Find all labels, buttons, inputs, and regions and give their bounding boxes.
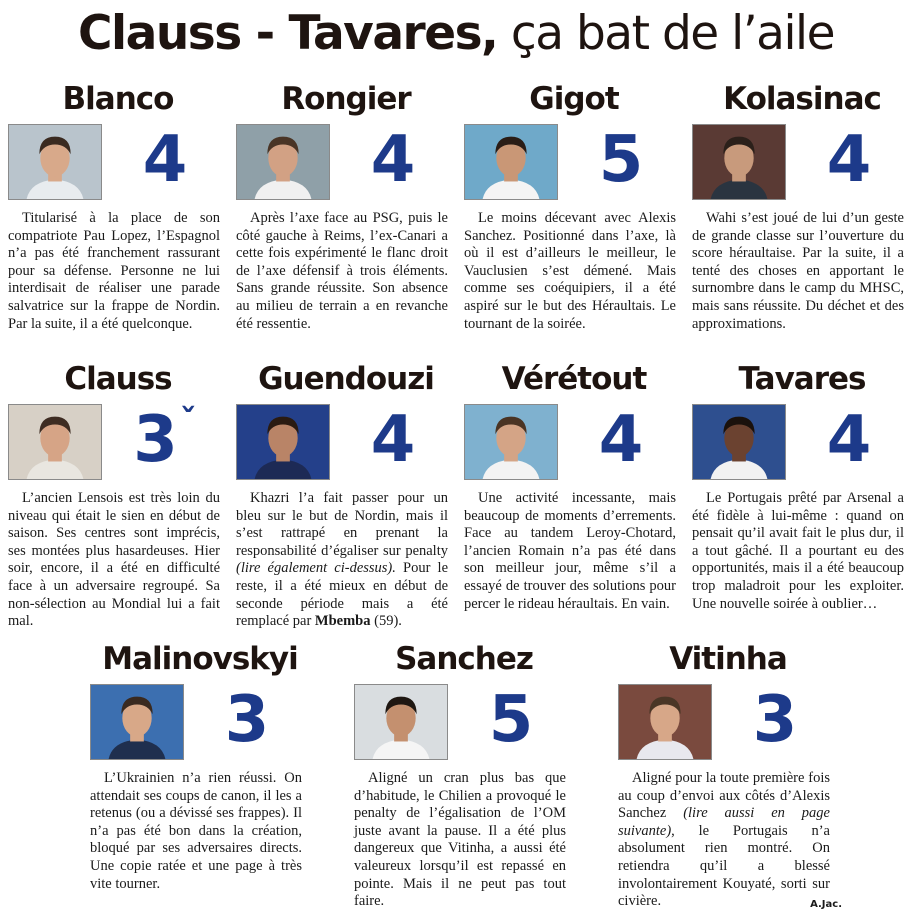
player-review: Une activité incessante, mais beaucoup de moments d’errements. Face au tandem Leroy-Chotard, l’ancien Romain n’a pas été dans son meilleur jour, même s’il a essayé de trouver des solutions pour percer le rideau héraultais. En vain. <box>464 490 676 612</box>
player-review: Aligné pour la toute première fois au coup d’envoi aux côtés d’Alexis Sanchez (lire aussi en page suivante), le Portugais n’a absolument rien montré. On retiendra qu’il a blessé involontairement Kouyaté, sorti sur civière. <box>618 770 830 910</box>
byline: A.Jac. <box>810 899 842 910</box>
player-name: Guendouzi <box>258 361 434 397</box>
player-name: Vitinha <box>669 641 787 677</box>
player-grade <box>212 680 282 760</box>
player-review: Après l’axe face au PSG, puis le côté gauche à Reims, l’ex-Canari a cette fois expérimenté le flanc droit de l’axe défensif à trois éléments. Sans grande réussite. Son absence au milieu de terrain a en revanche été ressentie. <box>236 210 448 332</box>
player-photo <box>8 404 102 480</box>
player-name: Malinovskyi <box>102 641 298 677</box>
player-card <box>8 78 228 348</box>
player-card <box>236 358 456 628</box>
player-name: Blanco <box>62 81 174 117</box>
player-grade <box>476 680 546 760</box>
player-grade <box>586 120 656 200</box>
grade-value: 3 <box>752 683 798 757</box>
player-name: Vérétout <box>501 361 647 397</box>
player-photo <box>236 404 330 480</box>
grade-value: 4 <box>826 123 872 197</box>
grade-value: 4 <box>370 123 416 197</box>
player-name: Clauss <box>64 361 172 397</box>
player-card <box>8 358 228 628</box>
player-photo <box>236 124 330 200</box>
player-name: Rongier <box>281 81 411 117</box>
player-card <box>618 638 838 908</box>
grade-value: 4 <box>598 403 644 477</box>
player-grade <box>358 400 428 480</box>
player-grade <box>358 120 428 200</box>
player-grade <box>814 400 884 480</box>
player-review: Wahi s’est joué de lui d’un geste de grande classe sur l’ouverture du score héraultaise. Par la suite, il a tenté des choses en apportant le surnombre dans le camp du MHSC, mais sans réussite. Du déchet et des approximations. <box>692 210 904 332</box>
grade-value: 4 <box>826 403 872 477</box>
player-review: Titularisé à la place de son compatriote Pau Lopez, l’Espagnol n’a pas été franchement rassurant pour sa défense. Personne ne lui interdisait de réaliser une parade salvatrice sur la frappe de Nordin. Par la suite, il a été quelconque. <box>8 210 220 332</box>
player-photo <box>692 404 786 480</box>
player-photo <box>8 124 102 200</box>
grade-value: 5 <box>598 123 644 197</box>
review-substitute: Mbemba <box>314 613 371 630</box>
player-photo <box>692 124 786 200</box>
grade-value: 3 <box>133 403 178 477</box>
player-photo <box>354 684 448 760</box>
player-name: Tavares <box>738 361 866 397</box>
player-name: Kolasinac <box>723 81 881 117</box>
player-card <box>354 638 574 908</box>
headline <box>0 4 912 64</box>
grade-value: 5 <box>488 683 534 757</box>
headline-light: ça bat de l’aile <box>510 6 834 61</box>
player-grade <box>130 400 200 480</box>
player-grade <box>814 120 884 200</box>
player-photo <box>618 684 712 760</box>
player-name: Sanchez <box>395 641 533 677</box>
player-card <box>692 358 912 628</box>
review-aside: (lire aussi en page suivante) <box>618 805 830 839</box>
player-review: L’ancien Lensois est très loin du niveau qui était le sien en début de saison. Ses centres sont imprécis, ses montées plus hasardeuses. Hier soir, encore, il a été en difficulté face à un adversaire regroupé. Sa non-sélection au Mondial lui a fait mal. <box>8 490 220 630</box>
player-grade <box>586 400 656 480</box>
player-card <box>464 358 684 628</box>
player-review: Le moins décevant avec Alexis Sanchez. Positionné dans l’axe, là où il est d’ailleurs le meilleur, le Vauclusien s’est démené. Mais comme ses coéquipiers, il a été aspiré sur le but des Héraultais. Le tournant de la soirée. <box>464 210 676 332</box>
review-aside: (lire également ci-dessus). <box>236 560 396 577</box>
player-grade <box>740 680 810 760</box>
player-card <box>692 78 912 348</box>
player-card <box>464 78 684 348</box>
player-review: Khazri l’a fait passer pour un bleu sur le but de Nordin, mais il s’est rattrapé en prenant la responsabilité d’égaliser sur penalty (lire également ci-dessus). Pour le reste, il a été mieux en début de seconde période mais a été remplacé par Mbemba (59). <box>236 490 449 630</box>
grade-value: 4 <box>142 123 188 197</box>
player-card <box>90 638 310 908</box>
player-card <box>236 78 456 348</box>
grade-value: 3 <box>224 683 270 757</box>
player-photo <box>464 124 558 200</box>
player-name: Gigot <box>529 81 619 117</box>
headline-bold: Clauss - Tavares, <box>78 6 498 61</box>
player-review: Le Portugais prêté par Arsenal a été fidèle à lui-même : quand on pensait qu’il avait fait le plus dur, il a tout gâché. Il a pourtant eu des opportunités, mais il a été beaucoup trop maladroit pour les exploiter. Une nouvelle soirée à oublier… <box>692 490 904 612</box>
player-photo <box>90 684 184 760</box>
player-grade <box>130 120 200 200</box>
grade-value: 4 <box>370 403 416 477</box>
grade-down-mark: ˇ <box>179 402 197 442</box>
player-review: Aligné un cran plus bas que d’habitude, le Chilien a provoqué le penalty de l’égalisation de l’OM juste avant la pause. Il a été plus dangereux que Vitinha, a aussi été valeureux lorsqu’il est repassé en pointe. Mais il ne peut pas tout faire. <box>354 770 566 910</box>
player-photo <box>464 404 558 480</box>
player-review: L’Ukrainien n’a rien réussi. On attendait ses coups de canon, il les a retenus (ou a dévissé ses frappes). Il n’a pas été bon dans la création, bloqué par ses adversaires directs. Une copie ratée et une page à très vite tourner. <box>90 770 302 892</box>
